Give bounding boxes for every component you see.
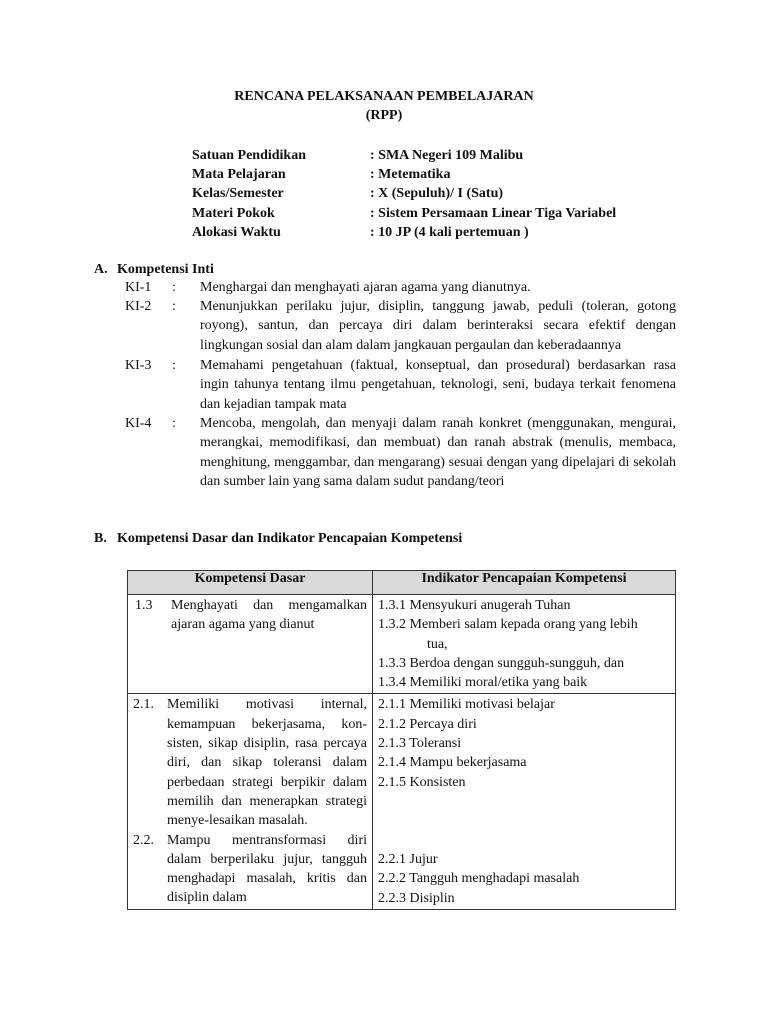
- table-header-ip: Indikator Pencapaian Kompetensi: [373, 571, 676, 595]
- kd-cell: [128, 694, 373, 909]
- table-row: [128, 595, 676, 694]
- ki-colon: :: [172, 358, 176, 373]
- ki-item: [125, 356, 676, 414]
- identity-row: [192, 165, 616, 184]
- identity-label: Alokasi Waktu: [192, 224, 281, 240]
- kd-number: 1.3: [135, 598, 153, 613]
- ki-code: KI-4: [125, 416, 152, 431]
- ip-item: 2.1.3 Toleransi: [378, 736, 462, 752]
- ip-item: 2.1.4 Mampu bekerjasama: [378, 755, 527, 771]
- identity-label: Mata Pelajaran: [192, 167, 286, 183]
- identity-row: [192, 223, 616, 242]
- ki-code: KI-2: [125, 299, 152, 314]
- identity-value: : X (Sepuluh)/ I (Satu): [370, 186, 504, 202]
- ki-colon: :: [172, 280, 176, 295]
- table-row: [128, 694, 676, 909]
- identity-value: : SMA Negeri 109 Malibu: [370, 148, 524, 163]
- identity-row: [192, 204, 616, 223]
- ki-item: [125, 278, 676, 297]
- identity-block: [192, 146, 616, 242]
- identity-value: : Metematika: [370, 167, 451, 183]
- identity-label: Materi Pokok: [192, 205, 275, 221]
- section-number: A.: [94, 262, 108, 277]
- ip-item: 2.2.1 Jujur: [378, 851, 438, 867]
- ip-item: 2.2.2 Tangguh menghadapi masalah: [378, 871, 580, 887]
- ip-item-continuation: tua,: [427, 636, 448, 652]
- ip-item: 1.3.1 Mensyukuri anugerah Tuhan: [378, 598, 571, 613]
- identity-label: Kelas/Semester: [192, 186, 284, 202]
- ki-colon: :: [172, 416, 176, 431]
- identity-row: [192, 146, 616, 165]
- ip-cell: [373, 694, 676, 909]
- identity-label: Satuan Pendidikan: [192, 148, 306, 163]
- ki-text: Mencoba, mengolah, dan menyaji dalam ranah konkret (menggunakan, mengurai, merangkai, memodifikasi, dan membuat) dan ranah abstrak (menulis, membaca, menghitung, menggambar, dan mengarang) sesuai dengan yang dipelajari di sekolah dan sumber lain yang sama dalam sudut pandang/teori: [200, 416, 676, 489]
- kd-text: Menghayati dan mengamalkan ajaran agama yang dianut: [171, 598, 367, 633]
- ip-item: 2.2.3 Disiplin: [378, 890, 455, 906]
- kd-text: Memiliki motivasi internal, kemampuan bekerjasama, kon-sisten, sikap disiplin, rasa percaya diri, dan sikap toleransi dalam perbedaan strategi berpikir dalam memilih dan menerapkan strategi menye-lesaikan masalah.: [167, 697, 367, 829]
- ki-colon: :: [172, 299, 176, 314]
- identity-row: [192, 184, 616, 203]
- ip-item: 1.3.2 Memberi salam kepada orang yang lebih: [378, 617, 638, 633]
- table-header-kd: Kompetensi Dasar: [128, 571, 373, 595]
- ki-code: KI-1: [125, 280, 152, 295]
- section-b-heading: [94, 531, 462, 547]
- competency-table: [127, 570, 676, 910]
- ki-text: Memahami pengetahuan (faktual, konseptual, dan prosedural) berdasarkan rasa ingin tahunya tentang ilmu pengetahuan, teknologi, seni, budaya terkait fenomena dan kejadian tampak mata: [200, 358, 676, 412]
- identity-value: : 10 JP (4 kali pertemuan ): [370, 224, 529, 240]
- section-title: Kompetensi Inti: [117, 262, 214, 277]
- section-title: Kompetensi Dasar dan Indikator Pencapaian Kompetensi: [117, 531, 463, 546]
- ki-item: [125, 297, 676, 355]
- kd-number: 2.1.: [133, 697, 154, 713]
- identity-value: : Sistem Persamaan Linear Tiga Variabel: [370, 205, 617, 221]
- kd-cell: [128, 595, 373, 694]
- ip-item: 2.1.5 Konsisten: [378, 774, 466, 790]
- ip-item: 1.3.4 Memiliki moral/etika yang baik: [378, 675, 588, 691]
- ip-item: 1.3.3 Berdoa dengan sungguh-sungguh, dan: [378, 655, 625, 671]
- ki-text: Menunjukkan perilaku jujur, disiplin, tanggung jawab, peduli (toleran, gotong royong), santun, dan percaya diri dalam berinteraksi secara efektif dengan lingkungan sosial dan alam dalam jangkauan pergaulan dan keberadaannya: [200, 299, 676, 353]
- ki-code: KI-3: [125, 358, 152, 373]
- kd-text: Mampu mentransformasi diri dalam berperilaku jujur, tangguh menghadapi masalah, kritis dan disiplin dalam: [167, 832, 367, 906]
- ip-cell: [373, 595, 676, 694]
- kd-number: 2.2.: [133, 832, 154, 848]
- section-number: B.: [94, 531, 107, 546]
- document-subtitle: (RPP): [365, 108, 403, 123]
- cell-spacer: [378, 792, 670, 850]
- table-header-row: [128, 571, 676, 595]
- ip-item: 2.1.2 Percaya diri: [378, 716, 477, 732]
- ki-text: Menghargai dan menghayati ajaran agama yang dianutnya.: [200, 280, 531, 295]
- section-a-heading: [94, 262, 214, 278]
- ip-item: 2.1.1 Memiliki motivasi belajar: [378, 697, 555, 713]
- ki-item: [125, 414, 676, 491]
- document-title: RENCANA PELAKSANAAN PEMBELAJARAN: [234, 89, 534, 104]
